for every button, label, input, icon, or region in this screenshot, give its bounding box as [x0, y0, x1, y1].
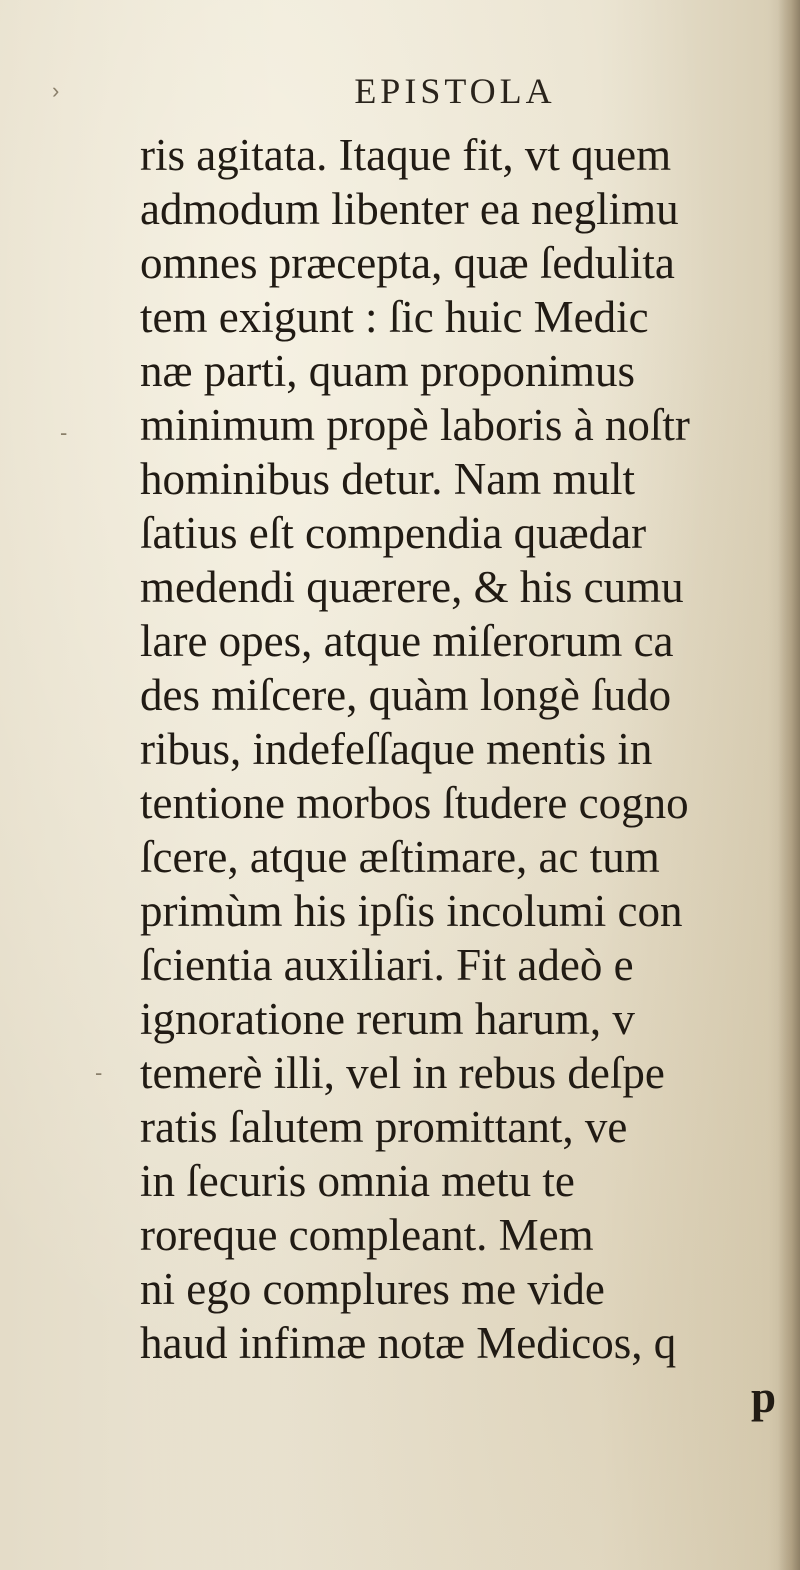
- text-line: ſatius eſt compendia quædar: [140, 508, 647, 558]
- text-line: ignoratione rerum harum, v: [140, 994, 635, 1044]
- text-line: ni ego complures me vide: [140, 1264, 605, 1314]
- margin-mark: ›: [52, 78, 60, 103]
- body-text: [140, 128, 800, 1424]
- running-head: EPISTOLA: [354, 71, 556, 111]
- text-line: des miſcere, quàm longè ſudo: [140, 670, 672, 720]
- text-line: in ſecuris omnia metu te: [140, 1156, 575, 1206]
- text-line: ſcere, atque æſtimare, ac tum: [140, 832, 660, 882]
- text-line: tentione morbos ſtudere cogno: [140, 778, 689, 828]
- text-line: minimum propè laboris à noſtr: [140, 400, 690, 450]
- margin-mark: -: [60, 420, 68, 445]
- text-line: ratis ſalutem promittant, ve: [140, 1102, 628, 1152]
- text-line: ribus, indefeſſaque mentis in: [140, 724, 653, 774]
- text-line: ſcientia auxiliari. Fit adeò e: [140, 940, 634, 990]
- text-line: temerè illi, vel in rebus deſpe: [140, 1048, 665, 1098]
- text-line: næ parti, quam proponimus: [140, 346, 635, 396]
- catchword: p: [750, 1372, 776, 1422]
- text-line: lare opes, atque miſerorum ca: [140, 616, 674, 666]
- text-line: haud infimæ notæ Medicos, q: [140, 1318, 677, 1368]
- margin-mark: -: [95, 1060, 103, 1085]
- text-line: tem exigunt : ſic huic Medic: [140, 292, 649, 342]
- text-line: ris agitata. Itaque fit, vt quem: [140, 130, 672, 180]
- text-line: roreque compleant. Mem: [140, 1210, 594, 1260]
- text-line: omnes præcepta, quæ ſedulita: [140, 238, 675, 288]
- text-line: admodum libenter ea neglimu: [140, 184, 679, 234]
- text-line: hominibus detur. Nam mult: [140, 454, 635, 504]
- text-line: primùm his ipſis incolumi con: [140, 886, 683, 936]
- text-line: medendi quærere, & his cumu: [140, 562, 684, 612]
